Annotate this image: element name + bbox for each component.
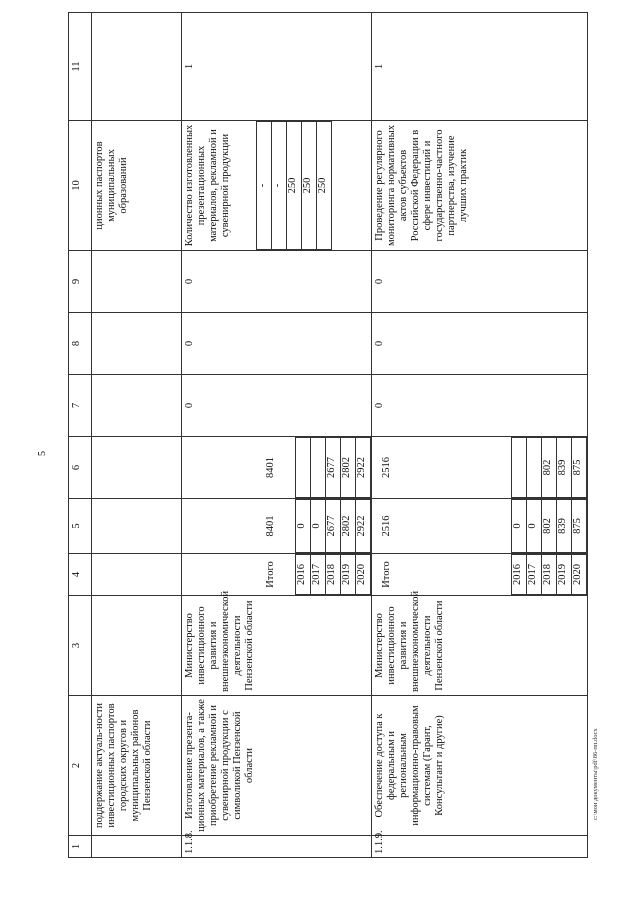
col9-value: 0: [372, 251, 588, 313]
regional-total: 2516: [381, 457, 392, 478]
year: 2016: [512, 555, 527, 595]
year-value: [311, 438, 326, 498]
regional-column: [372, 437, 588, 499]
year-value: 0: [527, 500, 542, 553]
year-value: 2802: [341, 438, 356, 498]
col9-value: 0: [182, 251, 372, 313]
carry-over-row: [92, 13, 182, 858]
year-value: 875: [572, 438, 587, 498]
year-value: [527, 438, 542, 498]
year-value: 802: [542, 438, 557, 498]
header-cell: 9: [69, 251, 92, 313]
header-cell: 1: [69, 836, 92, 858]
col8-value: 0: [182, 313, 372, 375]
regional-column: [182, 437, 372, 499]
year-value: 0: [512, 500, 527, 553]
header-cell: 11: [69, 13, 92, 121]
year: 2020: [572, 555, 587, 595]
footer-file-path: c:\мои документы\pdf\86-пп.docx: [592, 728, 599, 820]
col11-value: 1: [372, 13, 588, 121]
year-value: 0: [311, 500, 326, 553]
total-label: Итого: [265, 561, 276, 588]
page-number: 5: [37, 451, 48, 456]
col7-value: 0: [182, 375, 372, 437]
indicator-value: 250: [287, 122, 302, 250]
year: 2019: [557, 555, 572, 595]
year-value: 839: [557, 500, 572, 553]
header-cell: 8: [69, 313, 92, 375]
year: 2020: [356, 555, 371, 595]
total-label: Итого: [381, 561, 392, 588]
header-cell: 5: [69, 499, 92, 554]
row-number: 1.1.8.: [182, 836, 372, 858]
total-value: 8401: [265, 515, 276, 537]
total-value: 2516: [381, 515, 392, 537]
years-column: [182, 554, 372, 596]
year-value: 2922: [356, 438, 371, 498]
executor: Министерство инвестиционного развития и внешнеэкономической деятельности Пензенской области: [372, 596, 588, 696]
year-value: 839: [557, 438, 572, 498]
year: 2016: [296, 555, 311, 595]
regional-total: 8401: [265, 457, 276, 478]
year-value: 802: [542, 500, 557, 553]
table-row: [182, 13, 372, 858]
col7-value: 0: [372, 375, 588, 437]
header-row: [69, 13, 92, 858]
year: 2017: [527, 555, 542, 595]
year-value: [512, 438, 527, 498]
carry-indicator-text: ционных паспортов муниципальных образований: [92, 121, 182, 251]
year: 2018: [326, 555, 341, 595]
header-cell: 7: [69, 375, 92, 437]
year-value: 2677: [326, 500, 341, 553]
year-value: 0: [296, 500, 311, 553]
header-cell: 3: [69, 596, 92, 696]
year-value: [296, 438, 311, 498]
total-column: [182, 499, 372, 554]
header-cell: 2: [69, 696, 92, 836]
year: 2017: [311, 555, 326, 595]
indicator-value: -: [272, 122, 287, 250]
indicator-value: 250: [317, 122, 332, 250]
year-value: 875: [572, 500, 587, 553]
col11-value: 1: [182, 13, 372, 121]
carry-measure-text: поддержание актуаль-ности инвестиционных паспортов городских округов и муниципальных районов Пензенской области: [92, 696, 182, 836]
indicator-text: Количество изготовленных презентационных материалов, рекламной и сувенирной продукции: [184, 124, 232, 247]
program-table: [68, 12, 588, 858]
indicator-value: 250: [302, 122, 317, 250]
measure-name: Изготовление презента-ционных материалов, а также приобретение рекламной и сувенирной продукции с символикой Пензенской области: [182, 696, 372, 836]
header-cell: 6: [69, 437, 92, 499]
indicator-text: Проведение регулярного мониторинга нормативных актов субъектов Российской Федерации в сфере инвестиций и государственно-частного партнерства, изучение лучших практик: [372, 121, 588, 251]
executor: Министерство инвестиционного развития и внешнеэкономической деятельности Пензенской области: [182, 596, 372, 696]
year-value: 2922: [356, 500, 371, 553]
header-cell: 4: [69, 554, 92, 596]
table-row: [372, 13, 588, 858]
year: 2019: [341, 555, 356, 595]
indicator-column: [182, 121, 372, 251]
years-column: [372, 554, 588, 596]
total-column: [372, 499, 588, 554]
row-number: 1.1.9.: [372, 836, 588, 858]
year-value: 2802: [341, 500, 356, 553]
measure-name: Обеспечение доступа к федеральным и региональным информационно-правовым системам (Гарант, Консультант и другие): [372, 696, 588, 836]
year-value: 2677: [326, 438, 341, 498]
indicator-value: -: [257, 122, 272, 250]
header-cell: 10: [69, 121, 92, 251]
year: 2018: [542, 555, 557, 595]
rotated-table-page: [68, 13, 588, 858]
col8-value: 0: [372, 313, 588, 375]
